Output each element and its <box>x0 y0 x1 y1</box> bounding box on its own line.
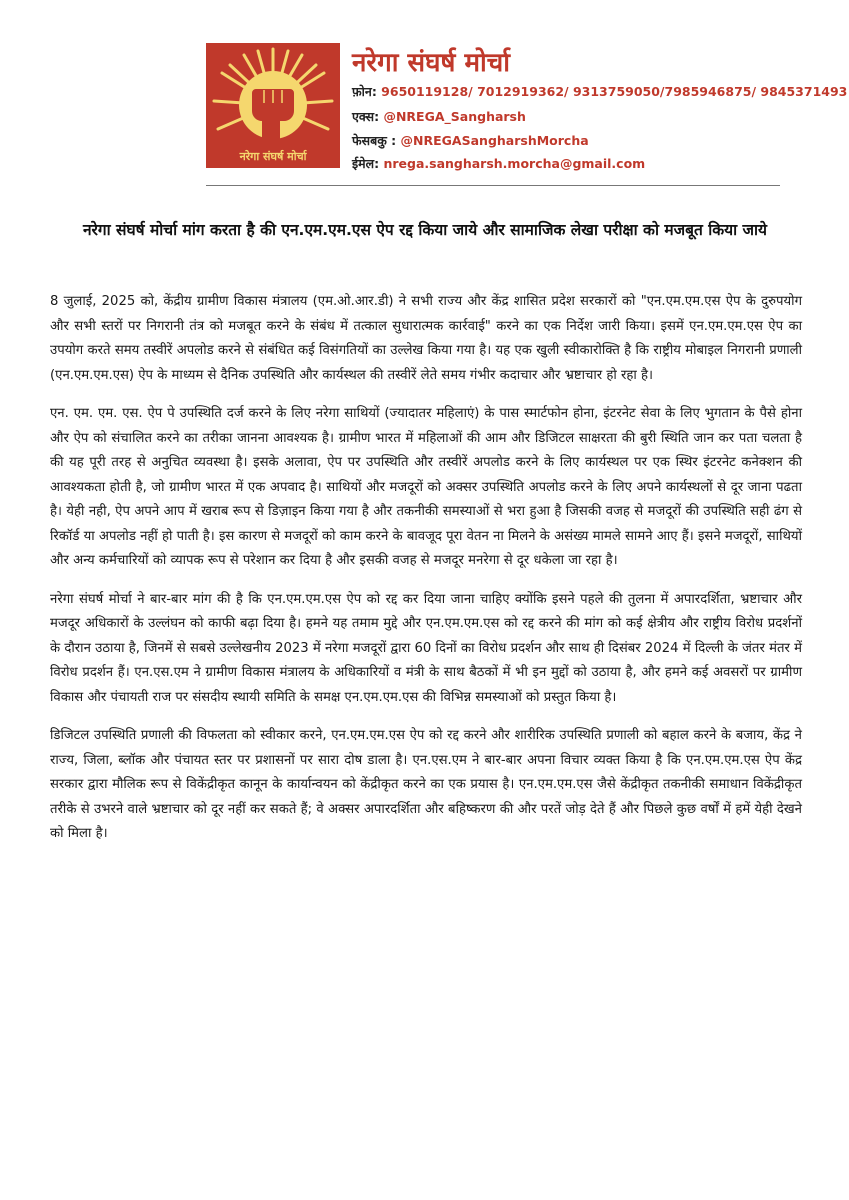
org-title: नरेगा संघर्ष मोर्चा <box>352 48 511 78</box>
facebook-label: फेसबकु : <box>352 133 397 148</box>
phone-label: फ़ोन: <box>352 84 377 99</box>
email-line <box>352 155 645 172</box>
paragraph: 8 जुलाई, 2025 को, केंद्रीय ग्रामीण विकास मंत्रालय (एम.ओ.आर.डी) ने सभी राज्य और केंद्र शासित प्रदेश सरकारों को "एन.एम.एम.एस ऐप के दुरुपयोग और सभी स्तरों पर निगरानी तंत्र को मजबूत करने के संबंध में तत्काल सुधारात्मक कार्रवाई" करने का एक निर्देश जारी किया। इसमें एन.एम.एम.एस ऐप का उपयोग करते समय तस्वीरें अपलोड करने से संबंधित कई विसंगतियों का उल्लेख किया गया है। यह एक खुली स्वीकारोक्ति है कि राष्ट्रीय मोबाइल निगरानी प्रणाली (एन.एम.एम.एस) ऐप के माध्यम से दैनिक उपस्थिति और कार्यस्थल की तस्वीरें लेते समय गंभीर कदाचार और भ्रष्टाचार हो रहा है। <box>50 294 802 383</box>
raised-fist-sunburst-icon <box>206 43 340 168</box>
facebook-line <box>352 132 589 149</box>
letterhead <box>206 43 848 171</box>
phone-value: 9650119128/ 7012919362/ 9313759050/7985946875/ 9845371493 <box>381 84 848 99</box>
header-divider <box>206 185 780 186</box>
x-handle-link[interactable]: @NREGA_Sangharsh <box>383 109 526 124</box>
document-headline: नरेगा संघर्ष मोर्चा मांग करता है की एन.एम.एम.एस ऐप रद्द किया जाये और सामाजिक लेखा परीक्षा को मजबूत किया जाये <box>82 221 768 239</box>
x-line <box>352 108 526 125</box>
document-body <box>50 290 802 861</box>
email-label: ईमेल: <box>352 156 380 171</box>
paragraph: नरेगा संघर्ष मोर्चा ने बार-बार मांग की है कि एन.एम.एम.एस ऐप को रद्द कर दिया जाना चाहिए क्योंकि इसने पहले की तुलना में अपारदर्शिता, भ्रष्टाचार और मजदूर अधिकारों के उल्लंघन को काफी बढ़ा दिया है। हमने यह तमाम मुद्दे और एन.एम.एम.एस को रद्द करने की मांग को कई क्षेत्रीय और राष्ट्रीय विरोध प्रदर्शनों के दौरान उठाया है, जिनमें से सबसे उल्लेखनीय 2023 में नरेगा मजदूरों द्वारा 60 दिनों का विरोध प्रदर्शन और साथ ही दिसंबर 2024 में दिल्ली के जंतर मंतर में विरोध प्रदर्शन हैं। एन.एस.एम ने ग्रामीण विकास मंत्रालय के अधिकारियों व मंत्री के साथ बैठकों में भी इन मुद्दों को उठाया है, और हमने कई अवसरों पर ग्रामीण विकास और पंचायती राज पर संसदीय स्थायी समिति के समक्ष एन.एम.एम.एस की विभिन्न समस्याओं को प्रस्तुत किया है। <box>50 591 802 705</box>
facebook-handle-link[interactable]: @NREGASangharshMorcha <box>400 133 589 148</box>
paragraph: डिजिटल उपस्थिति प्रणाली की विफलता को स्वीकार करने, एन.एम.एम.एस ऐप को रद्द करने और शारीरिक उपस्थिति प्रणाली को बहाल करने के बजाय, केंद्र ने राज्य, जिला, ब्लॉक और पंचायत स्तर पर प्रशासनों पर सारा दोष डाला है। एन.एस.एम ने बार-बार अपना विचार व्यक्त किया है कि एन.एम.एम.एस ऐप केंद्र सरकार द्वारा मौलिक रूप से विकेंद्रीकृत कानून के कार्यान्वयन को केंद्रीकृत करने का एक प्रयास है। एन.एम.एम.एस जैसे केंद्रीकृत तकनीकी समाधान विकेंद्रीकृत तरीके से उभरने वाले भ्रष्टाचार को दूर नहीं कर सकते हैं; वे अक्सर अपारदर्शिता और बहिष्करण की और परतें जोड़ देते हैं और पिछले कुछ वर्षों में हमें येही देखने को मिला है। <box>50 728 802 841</box>
paragraph: एन. एम. एम. एस. ऐप पे उपस्थिति दर्ज करने के लिए नरेगा साथियों (ज्यादातर महिलाएं) के पास स्मार्टफोन होना, इंटरनेट सेवा के लिए भुगतान के पैसे होना और ऐप को संचालित करने का तरीका जानना आवश्यक है। ग्रामीण भारत में महिलाओं की आम और डिजिटल साक्षरता की बुरी स्थिति जान कर पता चलता है की यह पूरी तरह से अनुचित व्यवस्था है। इसके अलावा, ऐप पर उपस्थिति और तस्वीरें अपलोड करने के लिए कार्यस्थल पर एक स्थिर इंटरनेट कनेक्शन की आवश्यकता होती है, जो ग्रामीण भारत में एक अपवाद है। साथियों और मजदूरों को अक्सर उपस्थिति अपलोड करने के लिए अपने कार्यस्थलों से दूर जाना पढता है। येही नही, ऐप अपने आप में खराब रूप से डिज़ाइन किया गया है और तकनीकी समस्याओं से भरा हुआ है जिसकी वजह से मजदूरों की उपस्थिति सही ढंग से रिकॉर्ड या अपलोड नहीं हो पाती है। इस कारण से मजदूरों को काम करने के बावजूद पूरा वेतन ना मिलने के असंख्य मामले सामने आए हैं। इसने मजदूरों, साथियों और अन्य कर्मचारियों को व्यापक रूप से परेशान कर दिया है और इसकी वजह से मजदूर मनरेगा से दूर धकेला जा रहा है। <box>50 406 802 568</box>
phone-line <box>352 83 847 100</box>
x-label: एक्स: <box>352 109 380 124</box>
logo-caption: नरेगा संघर्ष मोर्चा <box>239 150 307 163</box>
email-link[interactable]: nrega.sangharsh.morcha@gmail.com <box>383 156 646 171</box>
